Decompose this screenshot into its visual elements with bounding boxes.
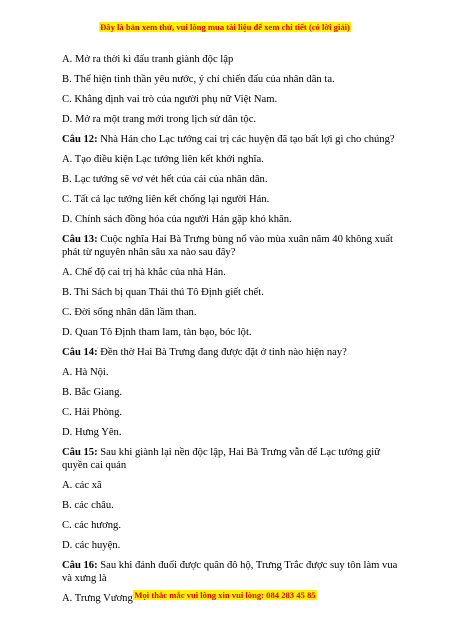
answer-option: D. Quan Tô Định tham lam, tàn bạo, bóc lột. [62,327,252,338]
question-text: Sau khi giành lại nền độc lập, Hai Bà Trưng vẫn để Lạc tướng giữ [97,447,380,458]
answer-option: A. Hà Nội. [62,367,109,378]
answer-option: A. các xã [62,480,102,491]
answer-option: B. Thể hiện tinh thần yêu nước, ý chí chiến đấu của nhân dân ta. [62,74,335,85]
question-line [62,559,398,572]
contact-footer-banner [0,590,450,600]
question-text: Đền thờ Hai Bà Trưng đang được đặt ở tỉnh nào hiện nay? [97,347,347,358]
question-text-continued: quyền cai quản [62,460,127,471]
question-number: Câu 12: [62,134,98,145]
answer-option: C. Tất cả lạc tướng liên kết chống lại người Hán. [62,194,270,205]
preview-notice-text: Đây là bản xem thử, vui lòng mua tài liệu để xem chi tiết (có lời giải) [100,22,350,32]
answer-option: A. Tạo điều kiện Lạc tướng liên kết khởi nghĩa. [62,154,264,165]
question-text: Nhà Hán cho Lạc tướng cai trị các huyện đã tạo bất lợi gì cho chúng? [97,134,395,145]
answer-option: D. các huyện. [62,540,121,551]
question-text: Cuộc nghĩa Hai Bà Trưng bùng nổ vào mùa xuân năm 40 không xuất [97,234,393,245]
question-text-continued: và xưng là [62,573,107,584]
answer-option: B. các châu. [62,500,114,511]
answer-option: D. Hưng Yên. [62,427,122,438]
answer-option: C. các hương. [62,520,122,531]
question-line [62,133,395,153]
question-number: Câu 14: [62,347,98,358]
answer-option: D. Mở ra một trang mới trong lịch sử dân tộc. [62,114,257,125]
contact-footer-text: Mọi thắc mắc vui lòng xin vui lòng: 084 283 45 85 [134,590,316,600]
answer-option: D. Chính sách đồng hóa của người Hán gặp khó khăn. [62,214,292,225]
question-number: Câu 13: [62,234,98,245]
answer-option: B. Lạc tướng sẽ vơ vét hết của cải của nhân dân. [62,174,268,185]
answer-option: C. Đời sống nhân dân lầm than. [62,307,197,318]
answer-option: C. Khẳng định vai trò của người phụ nữ Việt Nam. [62,94,278,105]
question-text-continued: phát từ nguyên nhân sâu xa nào sau đây? [62,247,236,258]
question-text: Sau khi đánh đuổi được quân đô hộ, Trưng Trắc được suy tôn làm vua [97,560,398,571]
quiz-content [62,53,398,612]
answer-option: A. Chế độ cai trị hà khắc của nhà Hán. [62,267,226,278]
question-line [62,446,392,459]
question-number: Câu 15: [62,447,98,458]
question-number: Câu 16: [62,560,98,571]
question-line [62,346,392,366]
answer-option: C. Hải Phòng. [62,407,123,418]
answer-option: A. Mở ra thời kì đấu tranh giành độc lập [62,54,234,65]
preview-notice-banner [0,22,450,32]
question-line [62,233,392,246]
answer-option: A. Trưng Vương [62,593,133,604]
answer-option: B. Bắc Giang. [62,387,123,398]
answer-option: B. Thi Sách bị quan Thái thú Tô Định giết chết. [62,287,264,298]
